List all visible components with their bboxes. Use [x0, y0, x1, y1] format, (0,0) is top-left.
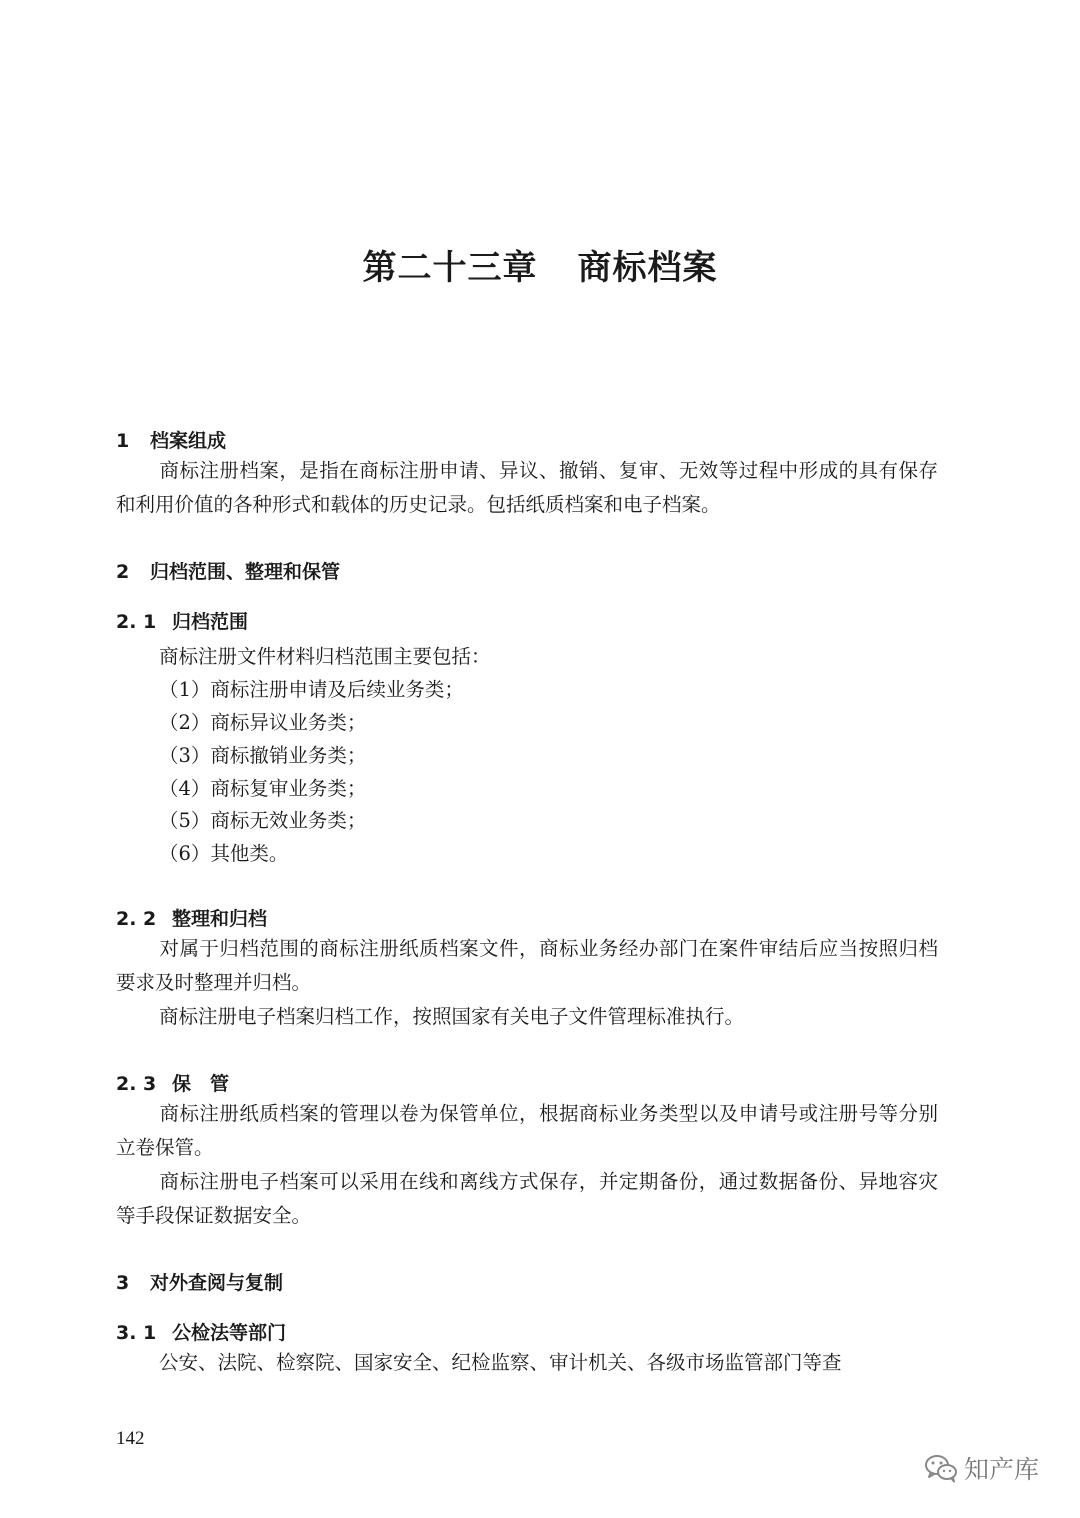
- watermark-text: 知产库: [964, 1455, 1040, 1484]
- section-2-3-paragraph-1: 商标注册纸质档案的管理以卷为保管单位，根据商标业务类型以及申请号或注册号等分别立卷保管。: [116, 1102, 938, 1159]
- section-heading-2: 2 归档范围、整理和保管: [116, 561, 341, 583]
- page-number: 142: [116, 1428, 145, 1449]
- section-2-1-intro: 商标注册文件材料归档范围主要包括：: [159, 645, 491, 668]
- section-heading-3: 3 对外查阅与复制: [116, 1272, 284, 1294]
- wechat-icon: [924, 1453, 958, 1483]
- section-heading-2-2: 2. 2 整理和归档: [116, 908, 268, 930]
- list-item: （1）商标注册申请及后续业务类；: [159, 678, 464, 701]
- chapter-number: 第二十三章: [362, 248, 538, 288]
- section-heading-2-3: 2. 3 保 管: [116, 1073, 230, 1095]
- section-1-paragraph: 商标注册档案，是指在商标注册申请、异议、撤销、复审、无效等过程中形成的具有保存和利用价值的各种形式和载体的历史记录。包括纸质档案和电子档案。: [116, 459, 938, 516]
- section-heading-2-1: 2. 1 归档范围: [116, 611, 249, 633]
- section-2-2-paragraph-1: 对属于归档范围的商标注册纸质档案文件，商标业务经办部门在案件审结后应当按照归档要求及时整理并归档。: [116, 937, 938, 994]
- section-heading-1: 1 档案组成: [116, 430, 227, 452]
- list-item: （3）商标撤销业务类；: [159, 744, 367, 767]
- list-item: （4）商标复审业务类；: [159, 777, 367, 800]
- list-item: （6）其他类。: [159, 842, 289, 865]
- chapter-name: 商标档案: [577, 248, 718, 288]
- watermark: [924, 1450, 1039, 1486]
- chapter-title: [0, 240, 1080, 289]
- section-2-3-paragraph-2: 商标注册电子档案可以采用在线和离线方式保存，并定期备份，通过数据备份、异地容灾等手段保证数据安全。: [116, 1170, 938, 1227]
- section-heading-3-1: 3. 1 公检法等部门: [116, 1322, 287, 1344]
- list-item: （2）商标异议业务类；: [159, 711, 367, 734]
- section-3-1-paragraph: 公安、法院、检察院、国家安全、纪检监察、审计机关、各级市场监管部门等查: [159, 1351, 842, 1374]
- list-item: （5）商标无效业务类；: [159, 809, 367, 832]
- section-2-2-paragraph-2: 商标注册电子档案归档工作，按照国家有关电子文件管理标准执行。: [159, 1005, 745, 1028]
